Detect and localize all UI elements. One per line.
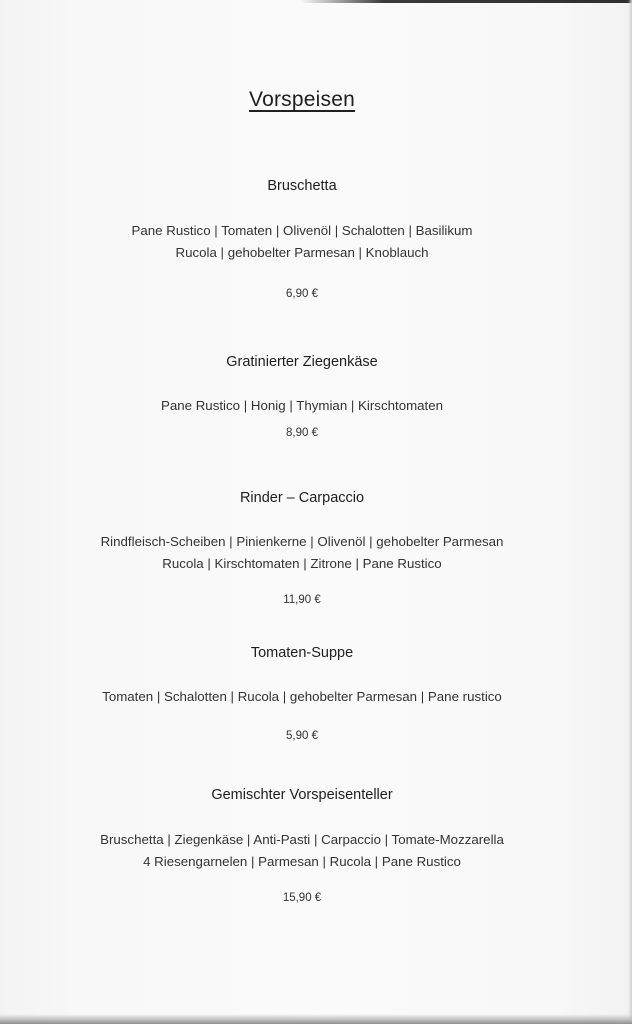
page-title: Vorspeisen (249, 88, 355, 111)
dish-price-bruschetta: 6,90 € (286, 288, 318, 300)
description-line: 4 Riesengarnelen | Parmesan | Rucola | Pane Rustico (143, 854, 461, 869)
description-line: Rucola | Kirschtomaten | Zitrone | Pane Rustico (162, 556, 442, 571)
dish-price-vorspeisenteller: 15,90 € (282, 892, 322, 904)
dish-name-tomaten-suppe: Tomaten-Suppe (250, 645, 354, 661)
page-top-edge-shadow (300, 0, 632, 3)
dish-description-vorspeisenteller (0, 829, 604, 873)
dish-name-carpaccio: Rinder – Carpaccio (239, 490, 365, 506)
description-line: Rindfleisch-Scheiben | Pinienkerne | Olivenöl | gehobelter Parmesan (100, 534, 504, 549)
dish-description-ziegenkaese (0, 395, 604, 417)
dish-price-ziegenkaese: 8,90 € (286, 427, 318, 439)
page-bottom-edge-shadow (0, 1014, 632, 1024)
dish-name-vorspeisenteller: Gemischter Vorspeisenteller (211, 787, 393, 803)
dish-description-carpaccio (0, 531, 604, 575)
dish-description-tomaten-suppe (0, 686, 604, 708)
description-line: Bruschetta | Ziegenkäse | Anti-Pasti | Carpaccio | Tomate-Mozzarella (100, 832, 504, 847)
dish-name-ziegenkaese: Gratinierter Ziegenkäse (226, 354, 378, 370)
description-line: Pane Rustico | Honig | Thymian | Kirschtomaten (160, 398, 444, 413)
description-line: Tomaten | Schalotten | Rucola | gehobelter Parmesan | Pane rustico (102, 689, 502, 704)
page-right-edge-shadow (628, 0, 632, 1024)
dish-name-bruschetta: Bruschetta (267, 178, 337, 194)
dish-price-carpaccio: 11,90 € (283, 594, 321, 606)
dish-description-bruschetta (0, 220, 604, 264)
description-line: Pane Rustico | Tomaten | Olivenöl | Schalotten | Basilikum (131, 223, 473, 238)
dish-price-tomaten-suppe: 5,90 € (286, 730, 318, 742)
description-line: Rucola | gehobelter Parmesan | Knoblauch (175, 245, 429, 260)
